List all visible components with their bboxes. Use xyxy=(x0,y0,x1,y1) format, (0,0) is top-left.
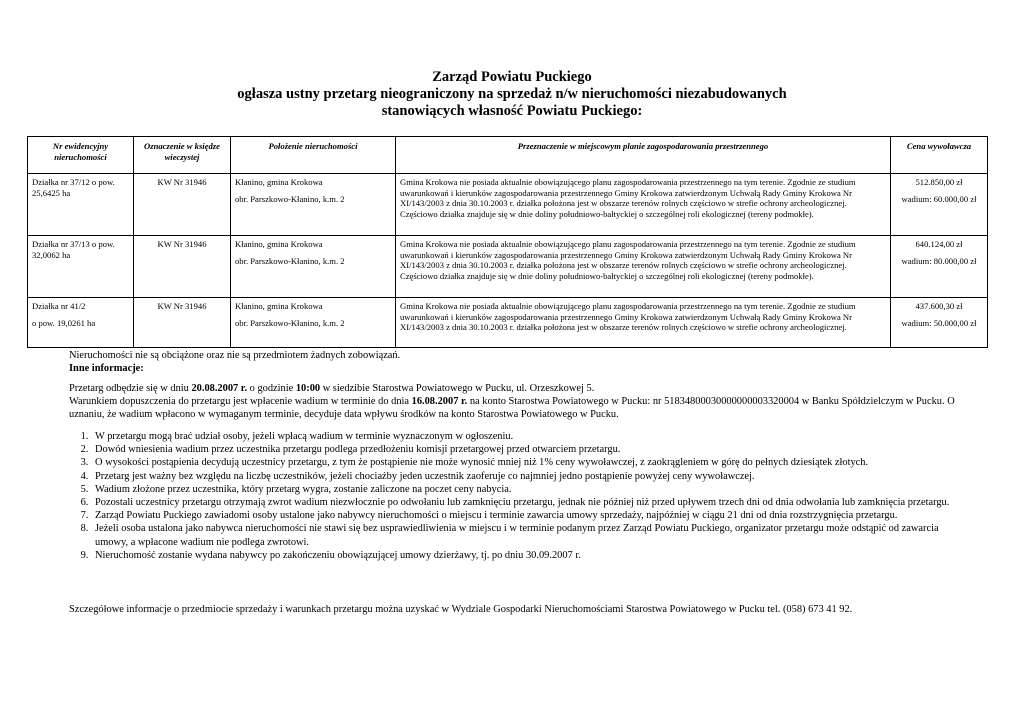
col-header-plan: Przeznaczenie w miejscowym planie zagospodarowania przestrzennego xyxy=(396,137,891,174)
col-header-price: Cena wywoławcza xyxy=(891,137,988,174)
tender-text: Przetarg odbędzie się w dniu xyxy=(69,383,192,394)
cell-location xyxy=(231,174,396,236)
list-item: 8. Jeżeli osoba ustalona jako nabywca nieruchomości nie stawi się bez usprawiedliwienia w miejscu i w terminie podanym przez Zarząd Powiatu Puckiego, organizator przetargu może odstąpić od zawarcia umowy, a wpłacone wadium nie podlega zwrotowi. xyxy=(91,522,971,548)
location-line: obr. Parszkowo-Kłanino, k.m. 2 xyxy=(235,255,345,266)
tender-date-paragraph xyxy=(69,382,969,395)
tender-text: w siedzibie Starostwa Powiatowego w Pucku, ul. Orzeszkowej 5. xyxy=(320,383,595,394)
deposit-text: na konto Starostwa Powiatowego w Pucku: nr 51834800030000000003320004 w Banku Spółdzielczym w Pucku. O uznaniu, że wadium wpłacono w wymaganym terminie, decyduje data wpływu środków na konto Starostwa Powiatowego w Pucku. xyxy=(69,396,955,421)
cell-nr: Działka nr 37/12 o pow. 25,6425 ha xyxy=(28,174,134,236)
price-value: 512.850,00 zł xyxy=(915,177,963,187)
nr-line: Działka nr 41/2 xyxy=(32,301,86,311)
col-header-kw: Oznaczenie w księdze wieczystej xyxy=(134,137,231,174)
list-item: 1. W przetargu mogą brać udział osoby, jeżeli wpłacą wadium w terminie wyznaczonym w ogłoszeniu. xyxy=(91,430,971,443)
location-line: Kłanino, gmina Krokowa xyxy=(235,177,323,187)
cell-price xyxy=(891,298,988,348)
cell-nr: Działka nr 37/13 o pow. 32,0062 ha xyxy=(28,236,134,298)
cell-kw: KW Nr 31946 xyxy=(134,174,231,236)
announcement-title: Zarząd Powiatu Puckiego xyxy=(432,69,592,85)
property-table xyxy=(27,136,988,348)
location-line: obr. Parszkowo-Kłanino, k.m. 2 xyxy=(235,317,345,328)
list-item: 3. O wysokości postąpienia decydują uczestnicy przetargu, z tym że postąpienie nie może wynosić mniej niż 1% ceny wywoławczej, z zaokrągleniem w górę do pełnych dziesiątek złotych. xyxy=(91,456,971,469)
cell-price xyxy=(891,236,988,298)
footer-contact: Szczegółowe informacje o przedmiocie sprzedaży i warunkach przetargu można uzyskać w Wydziale Gospodarki Nieruchomościami Starostwa Powiatowego w Pucku tel. (058) 673 41 92. xyxy=(69,604,853,615)
cell-kw: KW Nr 31946 xyxy=(134,298,231,348)
cell-plan: Gmina Krokowa nie posiada aktualnie obowiązującego planu zagospodarowania przestrzennego na tym terenie. Zgodnie ze studium uwarunkowań i kierunków zagospodarowania przestrzennego Gminy Krokowa zatwierdzonym Uchwałą Rady Gminy Krokowa Nr XI/143/2003 z dnia 30.10.2003 r. działka położona jest w obszarze terenów rolnych częściowo w strefie ochrony archeologicznej. Częściowo działka znajduje się w dnie doliny południowo-bałtyckiej o szczególnej roli ekologicznej (tereny podmokłe). xyxy=(396,236,891,298)
nr-line: o pow. 19,0261 ha xyxy=(32,317,96,328)
cell-price xyxy=(891,174,988,236)
location-line: Kłanino, gmina Krokowa xyxy=(235,239,323,249)
location-line: Kłanino, gmina Krokowa xyxy=(235,301,323,311)
tender-text: o godzinie xyxy=(247,383,296,394)
deposit-paragraph xyxy=(69,395,969,421)
cell-plan: Gmina Krokowa nie posiada aktualnie obowiązującego planu zagospodarowania przestrzennego na tym terenie. Zgodnie ze studium uwarunkowań i kierunków zagospodarowania przestrzennego Gminy Krokowa zatwierdzonym Uchwałą Rady Gminy Krokowa Nr XI/143/2003 z dnia 30.10.2003 r. działka położona jest w obszarze terenów rolnych częściowo w strefie ochrony archeologicznej. xyxy=(396,298,891,348)
deposit-text: Warunkiem dopuszczenia do przetargu jest wpłacenie wadium w terminie do dnia xyxy=(69,396,412,407)
table-header-row xyxy=(28,137,988,174)
cell-kw: KW Nr 31946 xyxy=(134,236,231,298)
tender-date: 20.08.2007 r. xyxy=(191,383,248,394)
cell-location xyxy=(231,236,396,298)
encumbrance-note: Nieruchomości nie są obciążone oraz nie są przedmiotem żadnych zobowiązań. xyxy=(69,350,401,361)
col-header-nr: Nr ewidencyjny nieruchomości xyxy=(28,137,134,174)
list-item: 2. Dowód wniesienia wadium przez uczestnika przetargu podlega przedłożeniu komisji przetargowej przed otwarciem przetargu. xyxy=(91,443,971,456)
list-item: 4. Przetarg jest ważny bez względu na liczbę uczestników, jeżeli chociażby jeden uczestnik zaoferuje co najmniej jedno postąpienie powyżej ceny wywoławczej. xyxy=(91,470,971,483)
other-info-heading: Inne informacje: xyxy=(69,363,144,374)
announcement-subtitle: ogłasza ustny przetarg nieograniczony na sprzedaż n/w nieruchomości niezabudowanych xyxy=(237,86,787,102)
table-row xyxy=(28,236,988,298)
table-row xyxy=(28,298,988,348)
conditions-list xyxy=(69,430,971,562)
tender-time: 10:00 xyxy=(295,383,321,394)
list-item: 7. Zarząd Powiatu Puckiego zawiadomi osoby ustalone jako nabywcy nieruchomości o miejscu i terminie zawarcia umowy sprzedaży, najpóźniej w ciągu 21 dni od dnia rozstrzygnięcia przetargu. xyxy=(91,509,971,522)
deposit-date: 16.08.2007 r. xyxy=(411,396,468,407)
list-item: 5. Wadium złożone przez uczestnika, który przetarg wygra, zostanie zaliczone na poczet ceny nabycia. xyxy=(91,483,971,496)
col-header-location: Położenie nieruchomości xyxy=(231,137,396,174)
announcement-subtitle-2: stanowiących własność Powiatu Puckiego: xyxy=(381,103,643,119)
deposit-value: wadium: 60.000,00 zł xyxy=(901,193,977,204)
deposit-value: wadium: 80.000,00 zł xyxy=(901,255,977,266)
cell-nr xyxy=(28,298,134,348)
price-value: 640.124,00 zł xyxy=(915,239,963,249)
price-value: 437.600,30 zł xyxy=(915,301,963,311)
cell-plan: Gmina Krokowa nie posiada aktualnie obowiązującego planu zagospodarowania przestrzennego na tym terenie. Zgodnie ze studium uwarunkowań i kierunków zagospodarowania przestrzennego Gminy Krokowa zatwierdzonym Uchwałą Rady Gminy Krokowa Nr XI/143/2003 z dnia 30.10.2003 r. działka położona jest w obszarze terenów rolnych częściowo w strefie ochrony archeologicznej. Częściowo działka znajduje się w dnie doliny południowo-bałtyckiej o szczególnej roli ekologicznej (tereny podmokłe). xyxy=(396,174,891,236)
location-line: obr. Parszkowo-Kłanino, k.m. 2 xyxy=(235,193,345,204)
list-item: 6. Pozostali uczestnicy przetargu otrzymają zwrot wadium niezwłocznie po odwołaniu lub zamknięciu przetargu, jednak nie później niż przed upływem trzech dni od dnia odwołania lub zamknięcia przetargu. xyxy=(91,496,971,509)
deposit-value: wadium: 50.000,00 zł xyxy=(901,317,977,328)
list-item: 9. Nieruchomość zostanie wydana nabywcy po zakończeniu obowiązującej umowy dzierżawy, tj. po dniu 30.09.2007 r. xyxy=(91,549,971,562)
cell-location xyxy=(231,298,396,348)
table-row xyxy=(28,174,988,236)
